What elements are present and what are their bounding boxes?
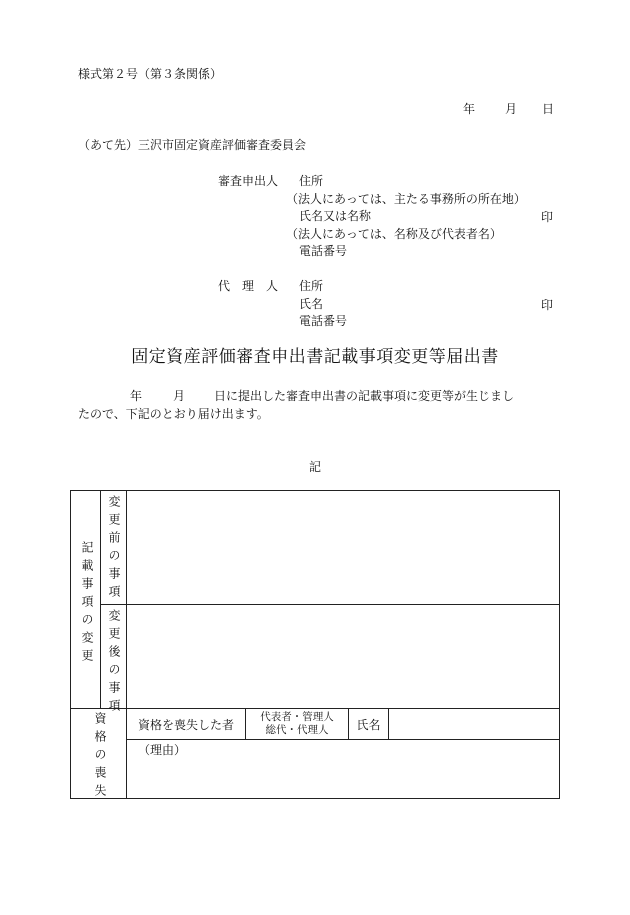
name-label: 氏名	[356, 717, 381, 732]
divider	[100, 604, 559, 605]
change-table	[70, 490, 560, 802]
body-line2: たので、下記のとおり届け出ます。	[78, 407, 269, 421]
applicant-name-label: 氏名又は名称	[299, 209, 372, 223]
date-year-label: 年	[463, 102, 476, 116]
body-month-label: 月	[173, 389, 186, 403]
agent-address-label: 住所	[299, 279, 324, 293]
applicant-seal-mark: 印	[541, 210, 554, 224]
section-change-label: 記載事項の変更	[80, 541, 94, 667]
body-year-label: 年	[130, 389, 143, 403]
date-month-label: 月	[505, 102, 518, 116]
applicant-name-note: （法人にあっては、名称及び代表者名）	[286, 227, 502, 241]
after-change-label: 変更後の事項	[107, 609, 121, 717]
agent-seal-mark: 印	[541, 298, 554, 312]
document-title: 固定資産評価審査申出書記載事項変更等届出書	[131, 347, 499, 367]
body-line1: 日に提出した審査申出書の記載事項に変更等が生じまし	[214, 389, 515, 403]
addressee: （あて先）三沢市固定資産評価審査委員会	[78, 138, 307, 152]
divider	[100, 491, 101, 708]
applicant-address-note: （法人にあっては、主たる事務所の所在地）	[286, 192, 526, 206]
date-day-label: 日	[542, 102, 555, 116]
before-change-label: 変更前の事項	[107, 495, 121, 603]
agent-name-label: 氏名	[299, 297, 324, 311]
agent-label: 代 理 人	[218, 279, 279, 293]
lost-person-label: 資格を喪失した者	[137, 717, 234, 732]
form-number: 様式第２号（第３条関係）	[78, 67, 223, 81]
divider	[126, 491, 127, 798]
role-line1: 代表者・管理人	[260, 711, 334, 723]
divider	[126, 739, 559, 740]
ki-label: 記	[308, 460, 321, 474]
applicant-label: 審査申出人	[218, 174, 279, 188]
reason-label: （理由）	[138, 743, 187, 757]
role-label	[246, 709, 348, 739]
applicant-address-label: 住所	[299, 174, 324, 188]
applicant-phone-label: 電話番号	[299, 244, 348, 258]
agent-phone-label: 電話番号	[299, 314, 348, 328]
role-line2: 総代・代理人	[265, 724, 329, 736]
section-loss-label: 資格の喪失	[93, 712, 107, 802]
divider	[388, 708, 389, 739]
